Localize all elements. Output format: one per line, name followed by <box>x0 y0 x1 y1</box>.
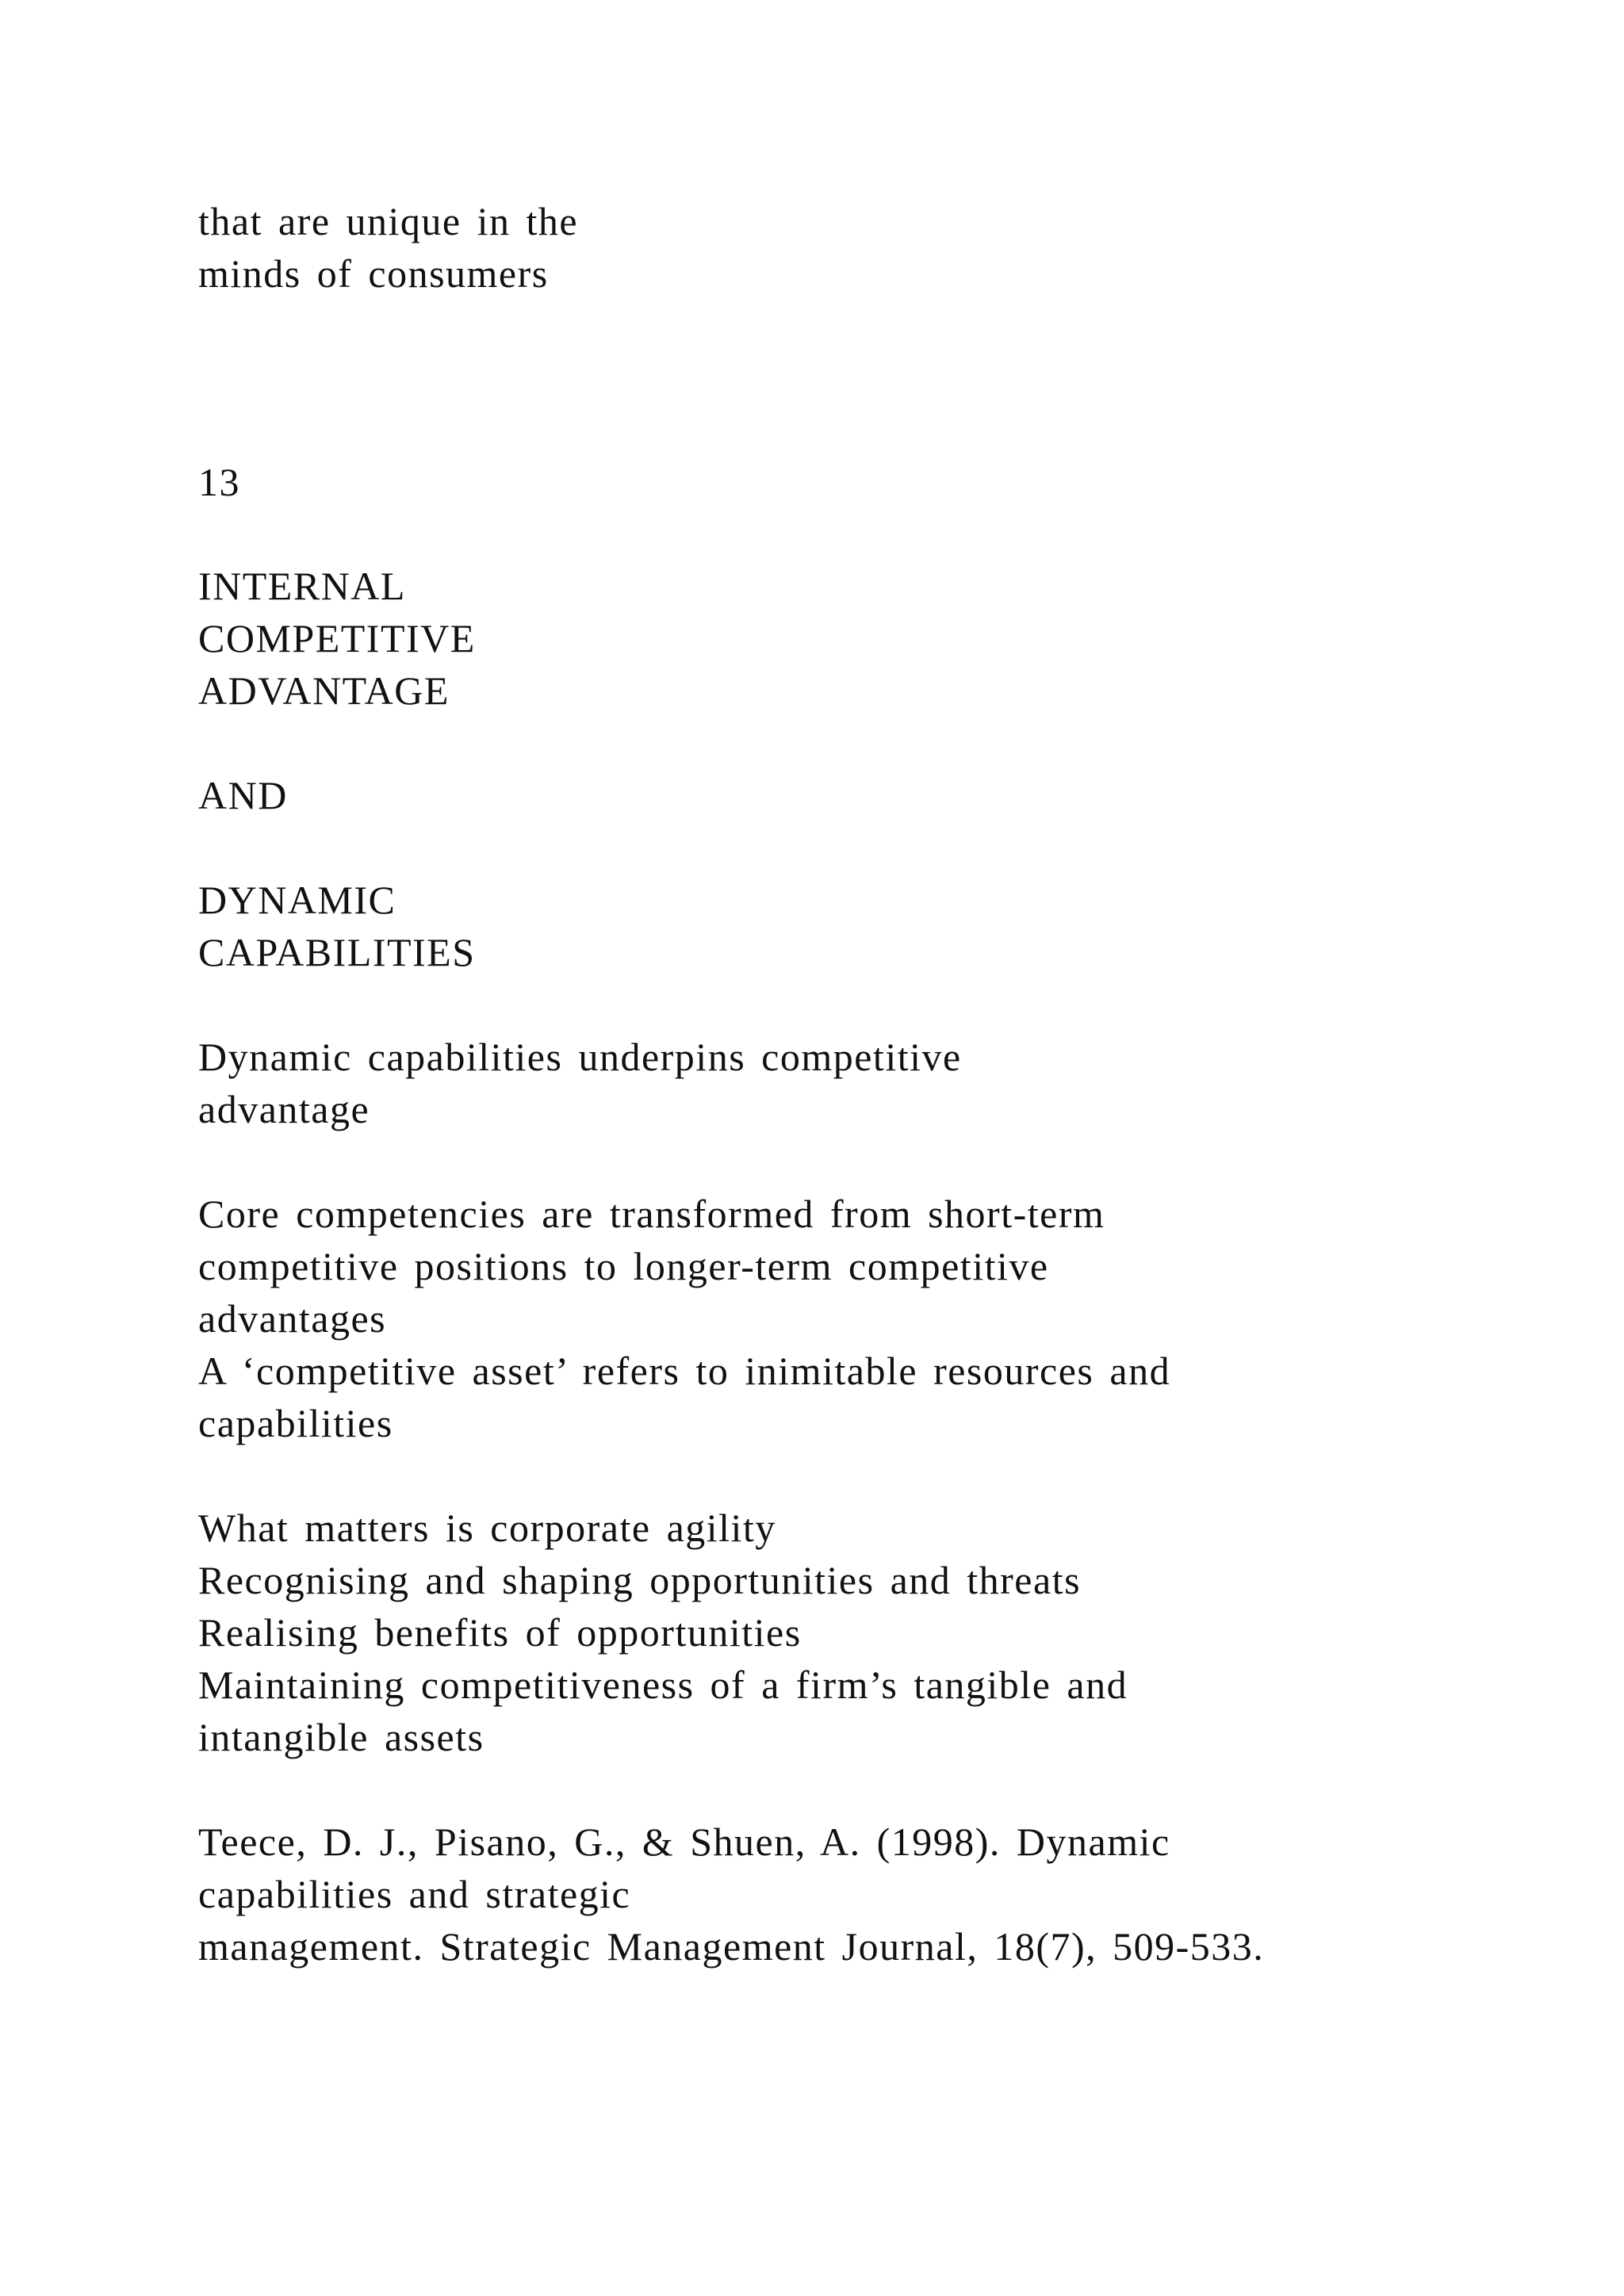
text-line: advantages <box>198 1296 387 1341</box>
heading-line: DYNAMIC <box>198 878 396 922</box>
heading-line: CAPABILITIES <box>198 930 476 974</box>
text-line: management. Strategic Management Journal, 18(7), 509-533. <box>198 1924 1265 1969</box>
text-line: intangible assets <box>198 1715 485 1759</box>
text-line: Teece, D. J., Pisano, G., & Shuen, A. (1998). Dynamic <box>198 1820 1170 1864</box>
heading-connector: AND <box>198 773 288 817</box>
text-line: that are unique in the <box>198 199 579 243</box>
slide-number: 13 <box>198 460 240 504</box>
text-line: Maintaining competitiveness of a firm’s tangible and <box>198 1663 1128 1707</box>
text-line: competitive positions to longer-term competitive <box>198 1244 1049 1288</box>
text-line: Realising benefits of opportunities <box>198 1610 802 1655</box>
heading-line: INTERNAL <box>198 564 406 608</box>
text-line: What matters is corporate agility <box>198 1506 776 1550</box>
text-line: Core competencies are transformed from short-term <box>198 1192 1105 1236</box>
text-line: capabilities <box>198 1401 393 1445</box>
text-line: Dynamic capabilities underpins competitive <box>198 1035 962 1079</box>
heading-line: ADVANTAGE <box>198 668 450 713</box>
text-line: Recognising and shaping opportunities and threats <box>198 1558 1082 1602</box>
text-line: minds of consumers <box>198 251 549 296</box>
heading-line: COMPETITIVE <box>198 616 476 660</box>
text-line: advantage <box>198 1087 370 1131</box>
text-line: capabilities and strategic <box>198 1872 631 1916</box>
text-line: A ‘competitive asset’ refers to inimitable resources and <box>198 1349 1171 1393</box>
